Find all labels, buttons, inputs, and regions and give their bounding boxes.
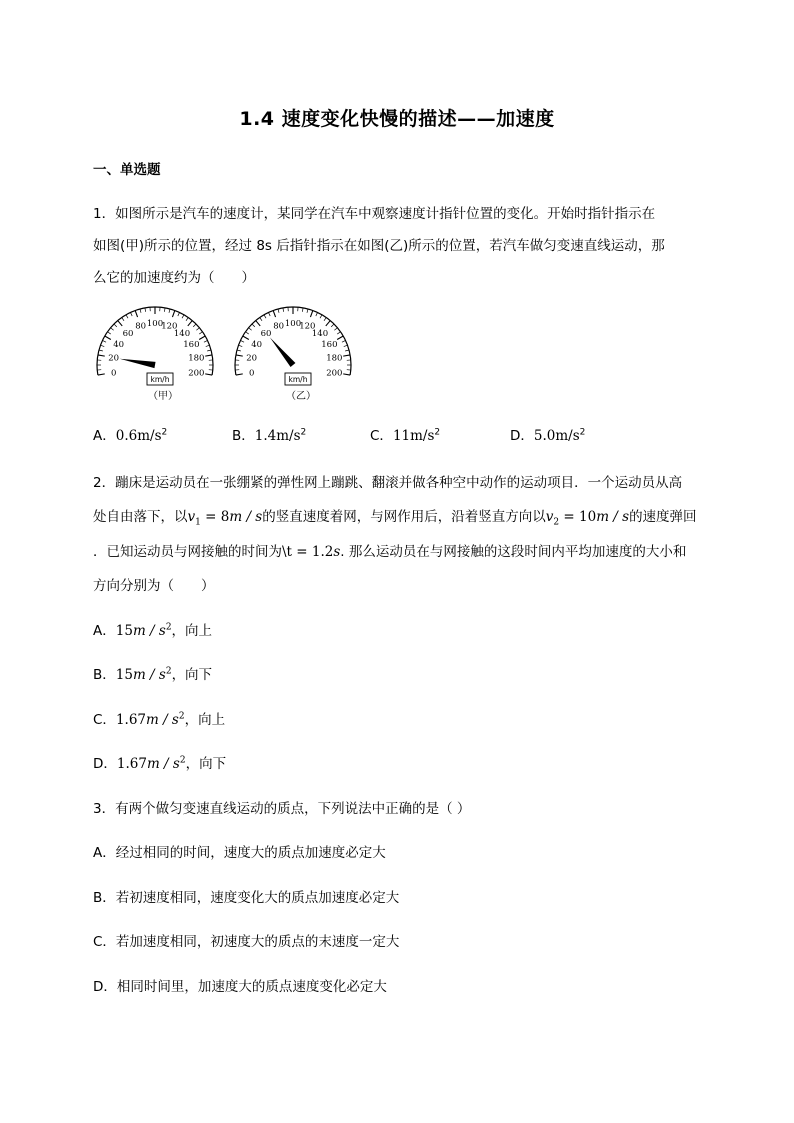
gauge-tick-label: 200	[326, 368, 343, 379]
gauge-tick	[307, 309, 308, 313]
gauge-tick	[205, 374, 212, 375]
q2-stem-line-4: 方向分别为（ ）	[93, 578, 215, 594]
gauge-tick	[102, 340, 106, 342]
gauge-tick	[249, 328, 252, 331]
gauge-tick-label: 0	[248, 368, 255, 379]
gauge-tick	[273, 310, 275, 317]
gauge-tick-label: 120	[161, 321, 178, 332]
gauge-tick-label: 20	[108, 353, 120, 364]
gauge-tick-label: 160	[321, 340, 338, 350]
gauge-tick-label: 40	[113, 340, 125, 350]
document-title: 1.4 速度变化快慢的描述——加速度	[239, 108, 555, 130]
gauge-tick	[122, 317, 124, 320]
gauge-tick	[126, 315, 128, 318]
gauge-tick	[130, 312, 132, 316]
gauge-tick	[111, 328, 114, 331]
gauge-tick-label: 100	[146, 319, 164, 329]
gauge-tick	[260, 317, 262, 320]
gauge-tick-label: 180	[188, 353, 205, 364]
gauge-tick-label: 100	[284, 319, 302, 329]
gauge-tick	[243, 336, 249, 340]
q2-option-a[interactable]: A．$15m / s^2$，向上	[93, 622, 213, 639]
gauge-unit-label: km/h	[288, 375, 308, 384]
gauge-tick	[343, 374, 350, 375]
gauge-tick	[105, 336, 111, 340]
gauge-tick	[169, 309, 170, 313]
gauge-tick	[240, 340, 244, 342]
q1-option-b[interactable]: B．$1.4m/s^2$	[232, 427, 307, 444]
gauge-tick	[236, 374, 243, 375]
q2-option-d[interactable]: D．$1.67m / s^2$，向下	[93, 755, 227, 772]
gauge-yi-caption: （乙）	[286, 391, 316, 402]
gauge-tick	[326, 321, 330, 326]
q1-option-d[interactable]: D．$5.0m/s^2$	[510, 427, 586, 444]
gauge-tick-label: 120	[299, 321, 316, 332]
q3-option-a[interactable]: A．经过相同的时间，速度大的质点加速度必定大	[93, 845, 386, 861]
gauge-tick	[206, 345, 210, 346]
gauge-tick	[182, 315, 184, 318]
gauge-tick-label: 80	[273, 321, 285, 332]
gauge-tick	[140, 309, 141, 313]
gauge-tick	[256, 321, 260, 326]
q3-option-b[interactable]: B．若初速度相同，速度变化大的质点加速度必定大	[93, 890, 400, 906]
gauge-tick	[100, 345, 104, 346]
q1-stem-line-1: 1．如图所示是汽车的速度计，某同学在汽车中观察速度计指针位置的变化。开始时指针指示在	[93, 206, 656, 222]
gauge-tick	[199, 332, 202, 334]
gauge-tick	[107, 332, 110, 334]
gauge-tick-label: 180	[326, 353, 343, 364]
gauge-tick	[310, 310, 312, 317]
gauge-needle	[270, 337, 296, 367]
gauge-tick	[264, 315, 266, 318]
gauge-tick	[238, 345, 242, 346]
gauge-tick	[268, 312, 270, 316]
gauge-tick	[337, 336, 343, 340]
q2-option-b[interactable]: B．$15m / s^2$，向下	[93, 666, 213, 683]
gauge-tick	[320, 315, 322, 318]
gauge-tick	[114, 324, 117, 327]
gauge-tick	[135, 310, 137, 317]
speedometer-diagram	[93, 305, 363, 405]
gauge-tick	[164, 308, 165, 312]
gauge-tick	[331, 324, 334, 327]
gauge-tick	[118, 321, 122, 326]
gauge-tick-label: 60	[122, 328, 134, 339]
gauge-tick	[324, 317, 326, 320]
gauge-tick	[283, 308, 284, 312]
gauge-unit-label: km/h	[150, 375, 170, 384]
gauge-tick	[178, 312, 180, 316]
gauge-tick-label: 40	[251, 340, 263, 350]
gauge-tick-label: 0	[110, 368, 117, 379]
gauge-tick-label: 60	[260, 328, 272, 339]
gauge-tick-label: 200	[188, 368, 205, 379]
q1-option-c[interactable]: C．$11m/s^2$	[370, 427, 441, 444]
gauge-tick	[278, 309, 279, 313]
speedometer-jia	[97, 307, 213, 385]
gauge-tick	[343, 355, 350, 356]
gauge-tick	[302, 308, 303, 312]
gauge-tick	[172, 310, 174, 317]
gauge-tick	[186, 317, 188, 320]
gauge-tick	[204, 340, 208, 342]
gauge-tick-label: 140	[173, 328, 191, 339]
gauge-tick	[188, 321, 192, 326]
q3-option-c[interactable]: C．若加速度相同，初速度大的质点的末速度一定大	[93, 934, 400, 950]
gauge-tick	[99, 350, 103, 351]
q1-option-a[interactable]: A．$0.6m/s^2$	[93, 427, 168, 444]
gauge-tick	[205, 355, 212, 356]
speedometer-figure	[93, 305, 363, 405]
gauge-tick	[344, 345, 348, 346]
gauge-tick	[245, 332, 248, 334]
gauge-tick	[252, 324, 255, 327]
section-heading: 一、单选题	[93, 162, 161, 178]
q1-stem-line-3: 么它的加速度约为（ ）	[93, 270, 255, 286]
gauge-tick	[199, 336, 205, 340]
gauge-tick	[342, 340, 346, 342]
gauge-tick-label: 160	[183, 340, 200, 350]
gauge-tick	[316, 312, 318, 316]
gauge-tick	[236, 355, 243, 356]
gauge-tick	[345, 350, 349, 351]
q2-option-c[interactable]: C．$1.67m / s^2$，向上	[93, 711, 226, 728]
gauge-tick	[98, 374, 105, 375]
gauge-tick-label: 80	[135, 321, 147, 332]
gauge-tick	[145, 308, 146, 312]
q1-stem-line-2: 如图(甲)所示的位置，经过 8s 后指针指示在如图(乙)所示的位置，若汽车做匀变速直线运动，那	[93, 238, 665, 254]
gauge-tick	[193, 324, 196, 327]
gauge-tick	[334, 328, 337, 331]
q3-stem: 3．有两个做匀变速直线运动的质点，下列说法中正确的是（ ）	[93, 801, 471, 817]
gauge-tick-label: 20	[246, 353, 258, 364]
gauge-jia-caption: （甲）	[148, 391, 178, 402]
gauge-tick	[98, 355, 105, 356]
gauge-tick	[196, 328, 199, 331]
gauge-tick-label: 140	[311, 328, 329, 339]
q2-stem-line-2: 处自由落下，以$v_1 = 8m / s$的竖直速度着网，与网作用后，沿着竖直方向以$v_2 = 10m / s$的速度弹回	[93, 509, 697, 528]
gauge-tick	[337, 332, 340, 334]
q2-stem-line-1: 2．蹦床是运动员在一张绷紧的弹性网上蹦跳、翻滚并做各种空中动作的运动项目．一个运动员从高	[93, 475, 683, 491]
speedometer-yi	[235, 307, 351, 385]
gauge-tick	[207, 350, 211, 351]
gauge-tick	[237, 350, 241, 351]
q2-stem-line-3: ．已知运动员与网接触的时间为\t = 1.2s. 那么运动员在与网接触的这段时间内平均加速度的大小和	[93, 544, 687, 560]
gauge-needle	[120, 359, 156, 368]
q3-option-d[interactable]: D．相同时间里，加速度大的质点速度变化必定大	[93, 979, 387, 995]
